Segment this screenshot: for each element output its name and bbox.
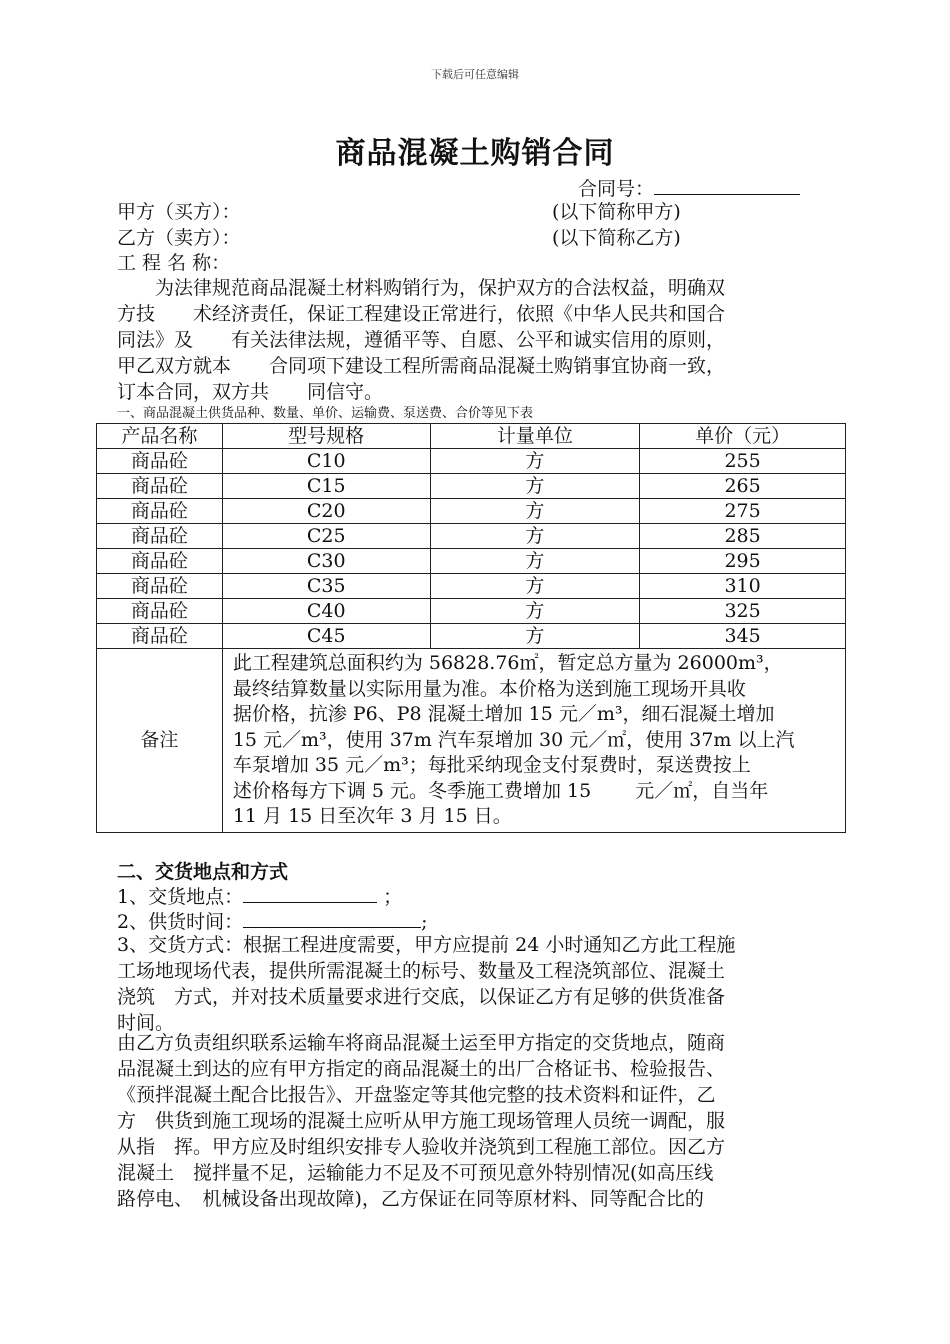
price-table bbox=[96, 423, 846, 833]
table-row bbox=[97, 474, 846, 499]
party-a-note: (以下简称甲方) bbox=[552, 201, 681, 223]
remarks-content bbox=[222, 649, 845, 833]
intro-line: 同法》及 有关法律法规，遵循平等、自愿、公平和诚实信用的原则， bbox=[117, 329, 726, 351]
party-b-label: 乙方（卖方）： bbox=[117, 227, 241, 249]
table-row bbox=[97, 524, 846, 549]
cell-spec: C40 bbox=[222, 599, 430, 624]
table-row bbox=[97, 624, 846, 649]
cell-product: 商品砼 bbox=[97, 624, 223, 649]
responsibility-line: 品混凝土到达的应有甲方指定的商品混凝土的出厂合格证书、检验报告、 bbox=[117, 1058, 726, 1080]
remarks-line: 15 元／m³，使用 37m 汽车泵增加 30 元／㎡，使用 37m 以上汽 bbox=[232, 728, 795, 751]
supply-time-label: 2、供货时间： bbox=[117, 911, 244, 933]
cell-product: 商品砼 bbox=[97, 449, 223, 474]
responsibility-line: 《预拌混凝土配合比报告》、开盘鉴定等其他完整的技术资料和证件，乙 bbox=[117, 1084, 716, 1106]
cell-spec: C45 bbox=[222, 624, 430, 649]
party-b-note: (以下简称乙方) bbox=[552, 227, 681, 249]
column-header-unit: 计量单位 bbox=[430, 424, 640, 449]
supply-time-suffix: ; bbox=[421, 911, 428, 933]
cell-product: 商品砼 bbox=[97, 524, 223, 549]
intro-line: 方技 术经济责任，保证工程建设正常进行，依照《中华人民共和国合 bbox=[117, 303, 726, 325]
cell-spec: C15 bbox=[222, 474, 430, 499]
table-row bbox=[97, 599, 846, 624]
responsibility-line: 由乙方负责组织联系运输车将商品混凝土运至甲方指定的交货地点，随商 bbox=[117, 1032, 726, 1054]
remarks-line: 最终结算数量以实际用量为准。本价格为送到施工现场开具收 bbox=[232, 677, 746, 700]
contract-number-field[interactable] bbox=[654, 174, 800, 195]
delivery-location-label: 1、交货地点： bbox=[117, 886, 244, 908]
cell-unit: 方 bbox=[430, 574, 640, 599]
cell-spec: C30 bbox=[222, 549, 430, 574]
cell-product: 商品砼 bbox=[97, 499, 223, 524]
intro-line: 为法律规范商品混凝土材料购销行为，保护双方的合法权益，明确双 bbox=[117, 277, 726, 299]
delivery-responsibility-paragraph bbox=[117, 1030, 839, 1212]
cell-product: 商品砼 bbox=[97, 549, 223, 574]
cell-price: 345 bbox=[640, 624, 846, 649]
contract-number-row bbox=[578, 174, 800, 202]
table-row bbox=[97, 499, 846, 524]
delivery-method-paragraph bbox=[117, 932, 839, 1036]
cell-unit: 方 bbox=[430, 449, 640, 474]
table-row bbox=[97, 549, 846, 574]
cell-spec: C25 bbox=[222, 524, 430, 549]
cell-price: 275 bbox=[640, 499, 846, 524]
cell-spec: C35 bbox=[222, 574, 430, 599]
intro-paragraph bbox=[117, 275, 839, 405]
intro-line: 订本合同，双方共 同信守。 bbox=[117, 381, 384, 403]
remarks-line: 述价格每方下调 5 元。冬季施工费增加 15 元／㎡，自当年 bbox=[232, 779, 769, 802]
cell-unit: 方 bbox=[430, 624, 640, 649]
section1-caption: 一、商品混凝土供货品种、数量、单价、运输费、泵送费、合价等见下表 bbox=[117, 406, 534, 421]
column-header-product: 产品名称 bbox=[97, 424, 223, 449]
cell-spec: C20 bbox=[222, 499, 430, 524]
page-title: 商品混凝土购销合同 bbox=[335, 136, 615, 171]
supply-time-field[interactable] bbox=[243, 907, 421, 928]
cell-price: 255 bbox=[640, 449, 846, 474]
column-header-spec: 型号规格 bbox=[222, 424, 430, 449]
delivery-location-suffix: ； bbox=[383, 886, 403, 908]
delivery-method-line: 工场地现场代表，提供所需混凝土的标号、数量及工程浇筑部位、混凝土 bbox=[117, 960, 726, 982]
cell-price: 310 bbox=[640, 574, 846, 599]
responsibility-line: 从指 挥。甲方应及时组织安排专人验收并浇筑到工程施工部位。因乙方 bbox=[117, 1136, 726, 1158]
table-header-row bbox=[97, 424, 846, 449]
column-header-price: 单价（元） bbox=[640, 424, 846, 449]
supply-time-row bbox=[117, 907, 428, 935]
section2-title: 二、交货地点和方式 bbox=[117, 861, 289, 883]
remarks-row bbox=[97, 649, 846, 833]
remarks-label: 备注 bbox=[97, 649, 223, 833]
cell-unit: 方 bbox=[430, 474, 640, 499]
cell-price: 295 bbox=[640, 549, 846, 574]
delivery-location-field[interactable] bbox=[243, 882, 377, 903]
party-a-label: 甲方（买方）： bbox=[117, 201, 241, 223]
responsibility-line: 混凝土 搅拌量不足，运输能力不足及不可预见意外特别情况(如高压线 bbox=[117, 1162, 714, 1184]
responsibility-line: 路停电、 机械设备出现故障)，乙方保证在同等原材料、同等配合比的 bbox=[117, 1188, 704, 1210]
delivery-location-row bbox=[117, 882, 402, 910]
intro-line: 甲乙双方就本 合同项下建设工程所需商品混凝土购销事宜协商一致， bbox=[117, 355, 726, 377]
cell-price: 265 bbox=[640, 474, 846, 499]
delivery-method-line: 时间。 bbox=[117, 1012, 175, 1034]
cell-price: 325 bbox=[640, 599, 846, 624]
table-row bbox=[97, 449, 846, 474]
cell-product: 商品砼 bbox=[97, 574, 223, 599]
contract-number-label: 合同号： bbox=[578, 178, 655, 200]
cell-spec: C10 bbox=[222, 449, 430, 474]
cell-unit: 方 bbox=[430, 549, 640, 574]
responsibility-line: 方 供货到施工现场的混凝土应听从甲方施工现场管理人员统一调配，服 bbox=[117, 1110, 726, 1132]
remarks-line: 11 月 15 日至次年 3 月 15 日。 bbox=[232, 805, 512, 827]
delivery-method-line: 3、交货方式：根据工程进度需要，甲方应提前 24 小时通知乙方此工程施 bbox=[117, 934, 736, 956]
table-row bbox=[97, 574, 846, 599]
cell-unit: 方 bbox=[430, 524, 640, 549]
cell-price: 285 bbox=[640, 524, 846, 549]
delivery-method-line: 浇筑 方式，并对技术质量要求进行交底，以保证乙方有足够的供货准备 bbox=[117, 986, 726, 1008]
cell-product: 商品砼 bbox=[97, 474, 223, 499]
remarks-line: 据价格，抗渗 P6、P8 混凝土增加 15 元／m³，细石混凝土增加 bbox=[232, 703, 775, 725]
remarks-line: 此工程建筑总面积约为 56828.76㎡，暂定总方量为 26000m³， bbox=[232, 652, 783, 674]
project-name-label: 工 程 名 称： bbox=[117, 252, 231, 274]
header-note: 下载后可任意编辑 bbox=[431, 68, 519, 81]
cell-unit: 方 bbox=[430, 599, 640, 624]
cell-product: 商品砼 bbox=[97, 599, 223, 624]
remarks-line: 车泵增加 35 元／m³；每批采纳现金支付泵费时，泵送费按上 bbox=[232, 754, 751, 776]
cell-unit: 方 bbox=[430, 499, 640, 524]
